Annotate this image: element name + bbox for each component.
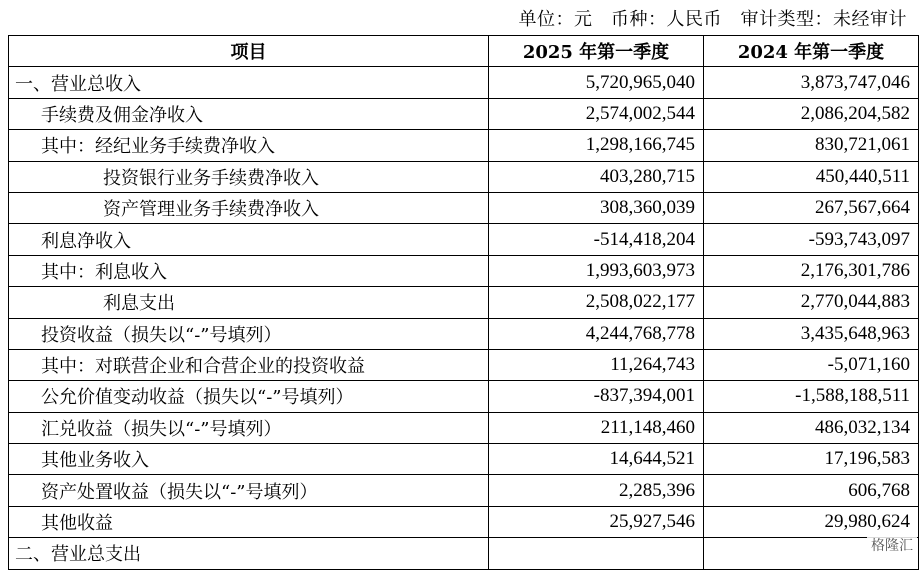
row-label: 手续费及佣金净收入 bbox=[9, 98, 489, 129]
row-label: 公允价值变动收益（损失以“-”号填列） bbox=[9, 381, 489, 412]
value-2025-q1: 25,927,546 bbox=[489, 506, 704, 537]
row-label: 资产管理业务手续费净收入 bbox=[9, 192, 489, 223]
header-item: 项目 bbox=[9, 36, 489, 67]
value-2025-q1: 4,244,768,778 bbox=[489, 318, 704, 349]
value-2024-q1: 17,196,583 bbox=[704, 444, 919, 475]
header-2024-q1: 2024 年第一季度 bbox=[704, 36, 919, 67]
row-label: 其他业务收入 bbox=[9, 444, 489, 475]
row-label: 利息支出 bbox=[9, 287, 489, 318]
value-2024-q1: 606,768 bbox=[704, 475, 919, 506]
row-label: 其他收益 bbox=[9, 506, 489, 537]
table-row bbox=[9, 475, 919, 506]
row-label: 投资收益（损失以“-”号填列） bbox=[9, 318, 489, 349]
value-2025-q1: 14,644,521 bbox=[489, 444, 704, 475]
value-2025-q1: 2,574,002,544 bbox=[489, 98, 704, 129]
table-row bbox=[9, 224, 919, 255]
table-row bbox=[9, 538, 919, 569]
value-2025-q1: 1,298,166,745 bbox=[489, 130, 704, 161]
value-2025-q1: -837,394,001 bbox=[489, 381, 704, 412]
header-2025-q1: 2025 年第一季度 bbox=[489, 36, 704, 67]
row-label: 一、营业总收入 bbox=[9, 67, 489, 98]
value-2024-q1: 2,770,044,883 bbox=[704, 287, 919, 318]
unit-currency-audit-line: 单位：元 币种：人民币 审计类型：未经审计 bbox=[518, 9, 907, 30]
table-row bbox=[9, 506, 919, 537]
value-2024-q1: 2,086,204,582 bbox=[704, 98, 919, 129]
value-2024-q1: 486,032,134 bbox=[704, 412, 919, 443]
row-label: 汇兑收益（损失以“-”号填列） bbox=[9, 412, 489, 443]
value-2024-q1: 3,435,648,963 bbox=[704, 318, 919, 349]
table-row bbox=[9, 287, 919, 318]
value-2024-q1: 450,440,511 bbox=[704, 161, 919, 192]
value-2024-q1: -1,588,188,511 bbox=[704, 381, 919, 412]
table-row bbox=[9, 412, 919, 443]
value-2024-q1: 267,567,664 bbox=[704, 192, 919, 223]
value-2025-q1: 211,148,460 bbox=[489, 412, 704, 443]
income-statement-table bbox=[8, 35, 919, 570]
value-2024-q1: 2,176,301,786 bbox=[704, 255, 919, 286]
value-2025-q1: 2,508,022,177 bbox=[489, 287, 704, 318]
row-label: 其中：对联营企业和合营企业的投资收益 bbox=[9, 349, 489, 380]
value-2024-q1: -5,071,160 bbox=[704, 349, 919, 380]
watermark-logo: 格隆汇 bbox=[867, 534, 917, 556]
row-label: 二、营业总支出 bbox=[9, 538, 489, 569]
table-row bbox=[9, 98, 919, 129]
value-2025-q1: 2,285,396 bbox=[489, 475, 704, 506]
value-2024-q1: -593,743,097 bbox=[704, 224, 919, 255]
table-row bbox=[9, 161, 919, 192]
row-label: 其中：利息收入 bbox=[9, 255, 489, 286]
table-row bbox=[9, 381, 919, 412]
value-2025-q1: 308,360,039 bbox=[489, 192, 704, 223]
value-2025-q1: -514,418,204 bbox=[489, 224, 704, 255]
row-label: 其中：经纪业务手续费净收入 bbox=[9, 130, 489, 161]
value-2025-q1: 11,264,743 bbox=[489, 349, 704, 380]
value-2025-q1: 5,720,965,040 bbox=[489, 67, 704, 98]
value-2025-q1: 403,280,715 bbox=[489, 161, 704, 192]
row-label: 利息净收入 bbox=[9, 224, 489, 255]
value-2024-q1: 830,721,061 bbox=[704, 130, 919, 161]
table-row bbox=[9, 67, 919, 98]
value-2025-q1 bbox=[489, 538, 704, 569]
row-label: 资产处置收益（损失以“-”号填列） bbox=[9, 475, 489, 506]
table-row bbox=[9, 192, 919, 223]
table-header-row bbox=[9, 36, 919, 67]
value-2025-q1: 1,993,603,973 bbox=[489, 255, 704, 286]
table-row bbox=[9, 255, 919, 286]
table-row bbox=[9, 318, 919, 349]
table-row bbox=[9, 130, 919, 161]
table-row bbox=[9, 349, 919, 380]
row-label: 投资银行业务手续费净收入 bbox=[9, 161, 489, 192]
value-2024-q1: 29,980,624 bbox=[704, 506, 919, 537]
table-row bbox=[9, 444, 919, 475]
value-2024-q1: 3,873,747,046 bbox=[704, 67, 919, 98]
